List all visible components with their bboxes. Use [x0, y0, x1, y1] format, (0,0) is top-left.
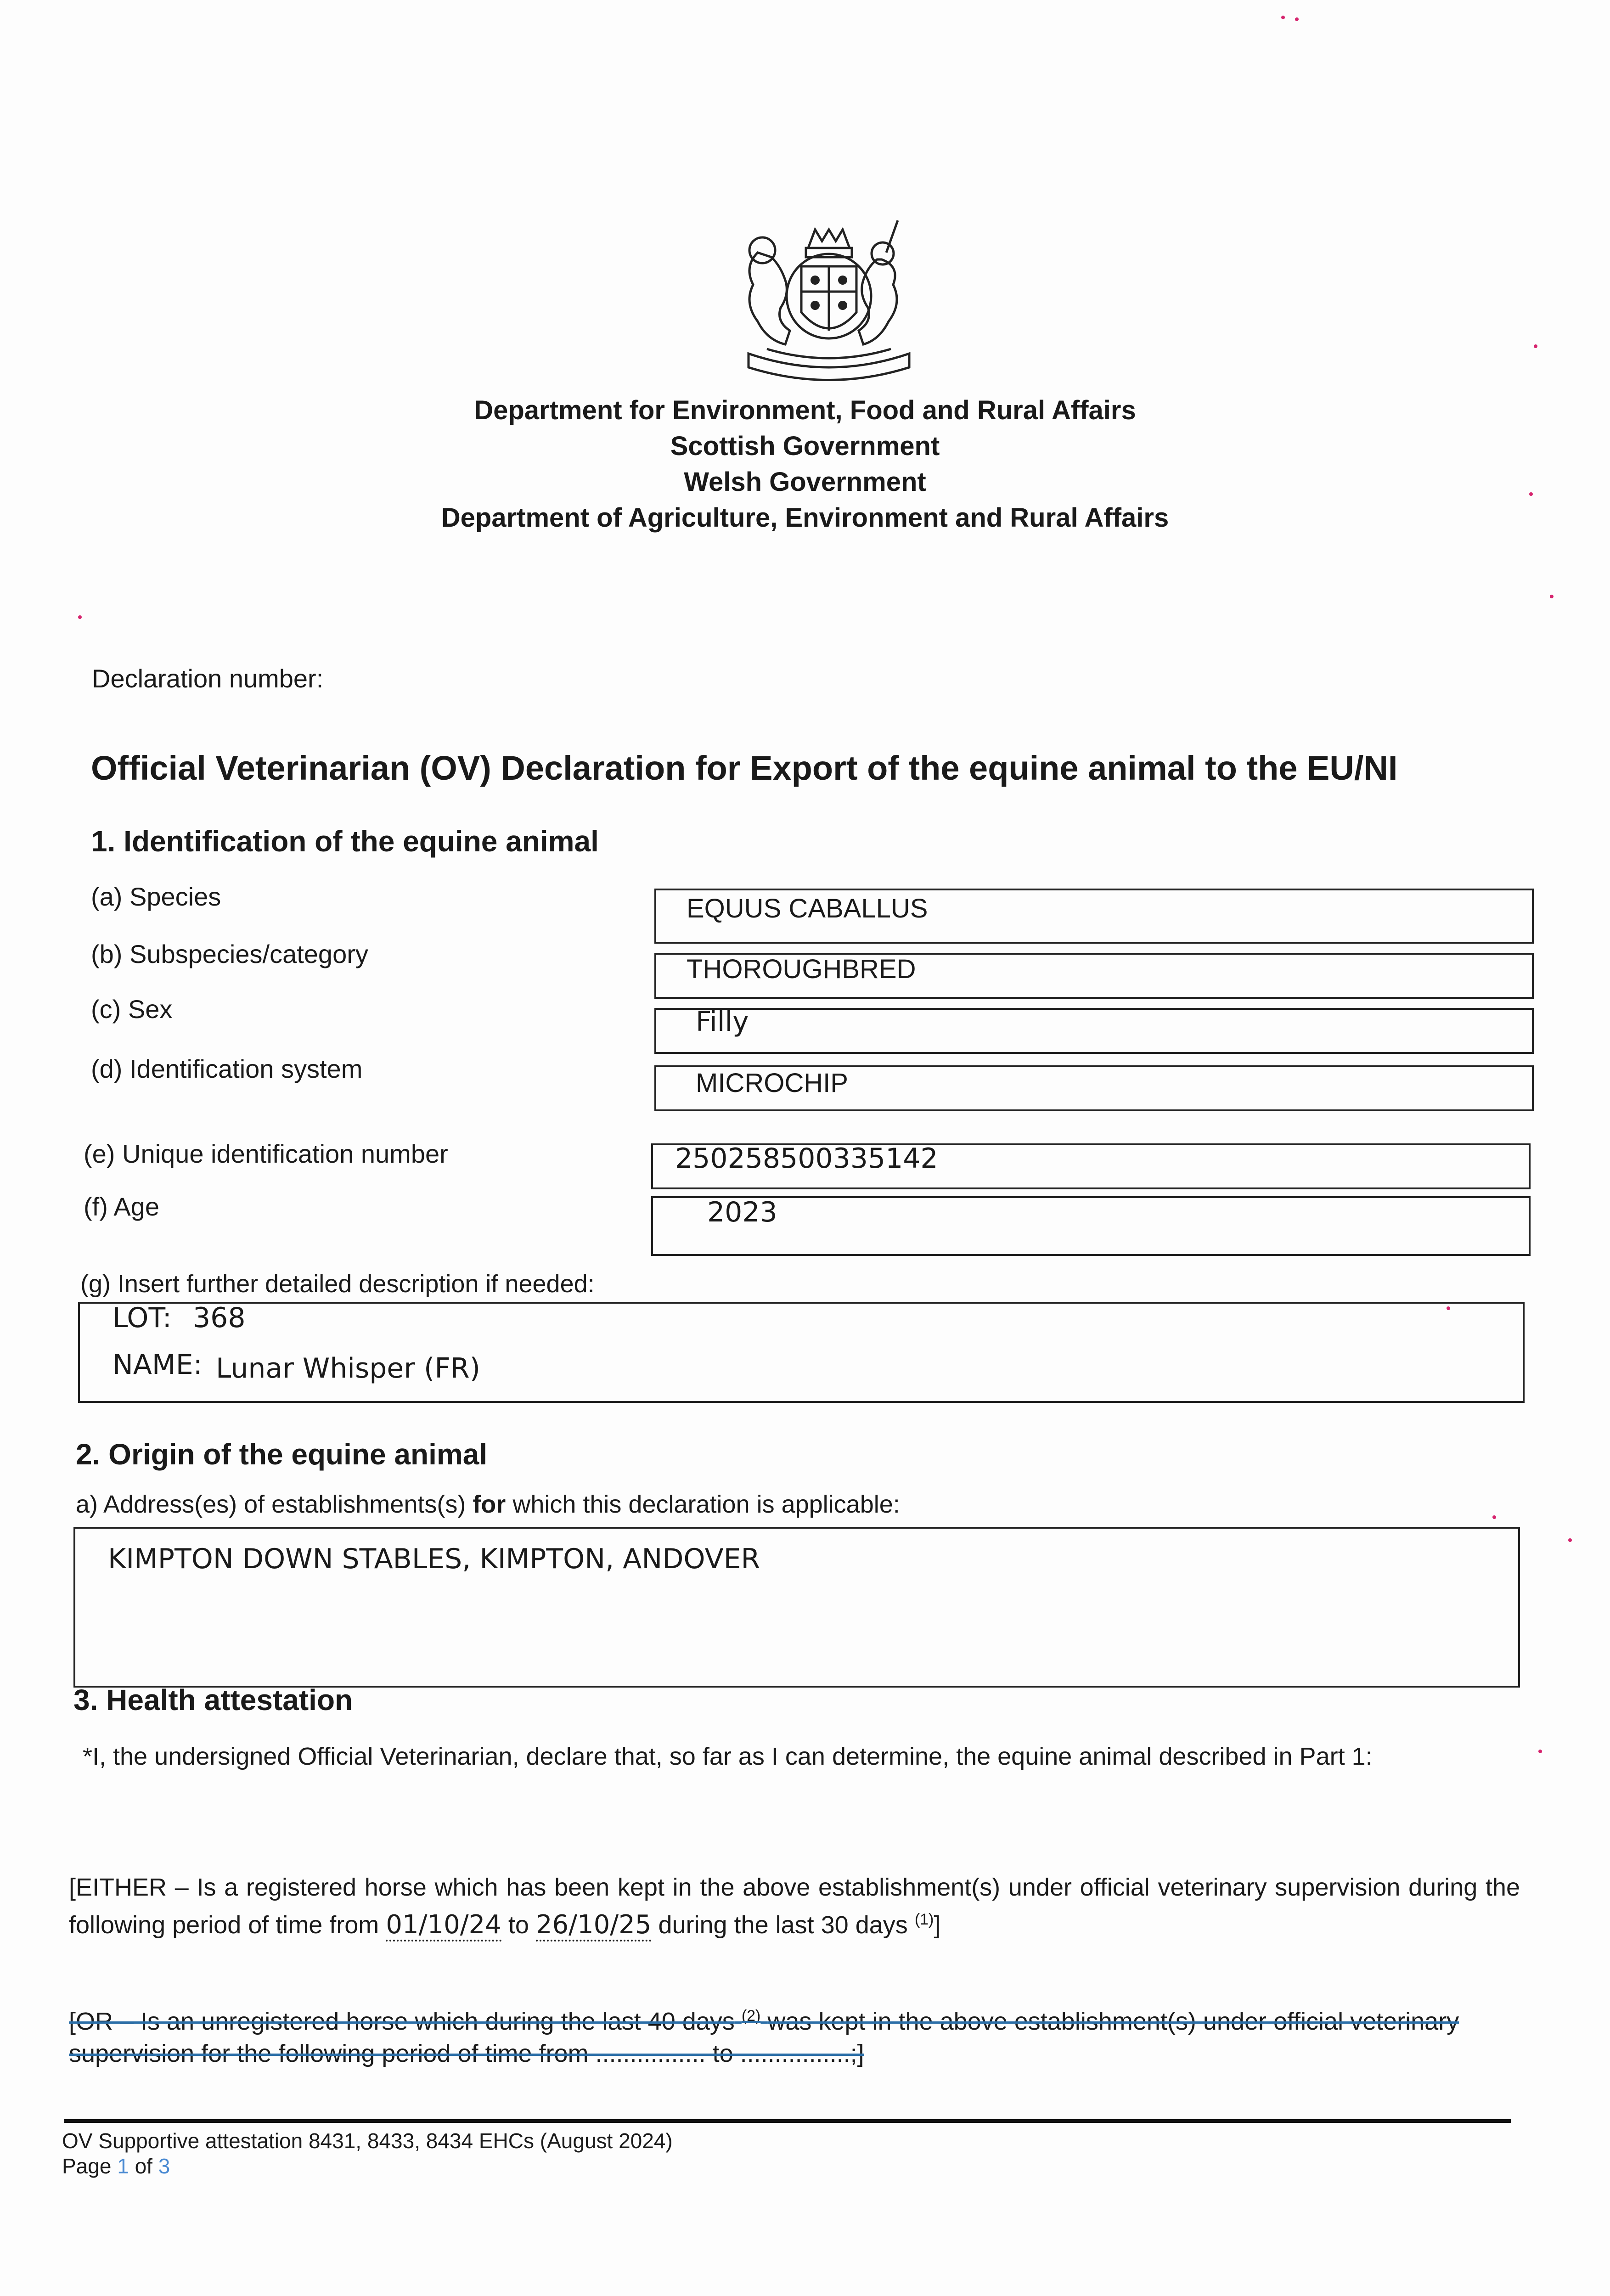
- scan-speck: [1281, 16, 1285, 19]
- section-3-heading: 3. Health attestation: [73, 1683, 353, 1716]
- either-to-date: 26/10/25: [536, 1910, 652, 1941]
- department-name-welsh-gov: Welsh Government: [684, 467, 926, 497]
- sex-value: Filly: [696, 1006, 749, 1038]
- address-label-post: which this declaration is applicable:: [506, 1491, 900, 1518]
- scan-speck: [1538, 1750, 1542, 1753]
- footer-rule: [64, 2119, 1511, 2123]
- or-clause-struck-through: [69, 2000, 1520, 2070]
- health-attestation-intro: *I, the undersigned Official Veterinarian, declare that, so far as I can determine, the equine animal described in Part 1:: [83, 1743, 1373, 1770]
- department-name-daera: Department of Agriculture, Environment and Rural Affairs: [441, 503, 1169, 533]
- either-clause-text: [EITHER – Is a registered horse which has been kept in the above establishment(s) under official veterinary supervision during the following period of time from: [69, 1874, 1520, 1939]
- id-system-value: MICROCHIP: [696, 1068, 848, 1098]
- age-value: 2023: [707, 1196, 777, 1228]
- department-name-defra: Department for Environment, Food and Rural Affairs: [474, 395, 1136, 425]
- address-value: KIMPTON DOWN STABLES, KIMPTON, ANDOVER: [108, 1543, 760, 1575]
- age-label: (f) Age: [84, 1192, 159, 1221]
- or-clause-text-1: [OR – Is an unregistered horse which during the last 40 days: [69, 2008, 735, 2035]
- age-field: [651, 1196, 1531, 1256]
- uid-label: (e) Unique identification number: [84, 1139, 448, 1168]
- lot-value: 368: [193, 1302, 246, 1334]
- department-name-scottish-gov: Scottish Government: [670, 431, 940, 461]
- lot-label: LOT:: [113, 1302, 172, 1334]
- address-label-bold: for: [473, 1491, 506, 1518]
- subspecies-value: THOROUGHBRED: [687, 954, 916, 984]
- of-word: of: [135, 2154, 152, 2178]
- species-label: (a) Species: [91, 882, 221, 911]
- horse-name-value: Lunar Whisper (FR): [216, 1352, 480, 1384]
- page-current: 1: [117, 2154, 129, 2178]
- or-footnote-ref: (2): [741, 2007, 761, 2025]
- uid-value: 250258500335142: [675, 1142, 938, 1175]
- royal-coat-of-arms-logo: [716, 216, 928, 386]
- species-value: EQUUS CABALLUS: [687, 894, 928, 923]
- either-footnote-ref: (1): [914, 1911, 934, 1928]
- either-clause: [EITHER – Is a registered horse which has been kept in the above establishment(s) under official veterinary supervision during the following period of time from 01/10/24 to 26/10/25 during the last 30 days $^{(1)}$]: [69, 1871, 1520, 1941]
- address-label: [76, 1490, 900, 1519]
- either-to-word: to: [508, 1911, 529, 1939]
- page-total: 3: [158, 2154, 170, 2178]
- or-clause-text-2: was kept in the above establishment(s) under official veterinary supervision for the following period of time from ................ to ................;]: [69, 2008, 1459, 2067]
- subspecies-label: (b) Subspecies/category: [91, 940, 368, 968]
- footer-attestation: OV Supportive attestation 8431, 8433, 8434 EHCs (August 2024): [62, 2129, 673, 2153]
- section-2-heading: 2. Origin of the equine animal: [76, 1438, 488, 1471]
- page-word: Page: [62, 2154, 112, 2178]
- declaration-number-label: Declaration number:: [92, 664, 324, 693]
- footer-page-number: [62, 2154, 170, 2178]
- further-description-label: (g) Insert further detailed description if needed:: [80, 1270, 595, 1298]
- horse-name-label: NAME:: [113, 1349, 203, 1381]
- address-label-pre: a) Address(es) of establishments(s): [76, 1491, 473, 1518]
- scan-speck: [1534, 344, 1537, 348]
- scan-speck: [1550, 595, 1554, 598]
- document-title: Official Veterinarian (OV) Declaration for Export of the equine animal to the EU/NI: [91, 749, 1398, 787]
- sex-field: [654, 1008, 1534, 1054]
- either-from-date: 01/10/24: [386, 1910, 501, 1941]
- scan-speck: [1492, 1515, 1496, 1519]
- either-clause-end: during the last 30 days: [658, 1911, 908, 1939]
- section-1-heading: 1. Identification of the equine animal: [91, 825, 599, 858]
- sex-label: (c) Sex: [91, 995, 173, 1024]
- scan-speck: [78, 615, 82, 619]
- id-system-label: (d) Identification system: [91, 1054, 363, 1083]
- scan-speck: [1295, 17, 1299, 21]
- scan-speck: [1568, 1538, 1572, 1542]
